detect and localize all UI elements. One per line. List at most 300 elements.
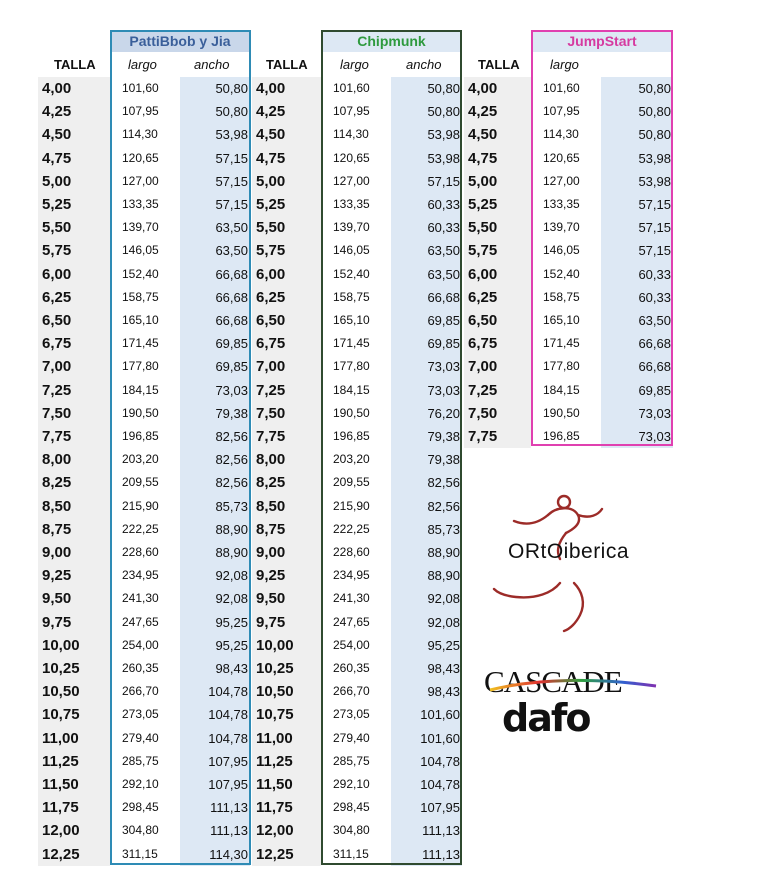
size-row	[464, 332, 673, 355]
size-cell: 11,00	[252, 727, 321, 750]
size-row	[38, 123, 250, 146]
talla-label: TALLA	[478, 57, 520, 72]
ancho-cell: 95,25	[180, 611, 250, 634]
largo-cell: 127,00	[543, 173, 580, 188]
ancho-cell: 50,80	[601, 100, 673, 123]
size-cell: 5,50	[252, 216, 321, 239]
largo-cell: 190,50	[543, 405, 580, 420]
largo-cell: 266,70	[333, 684, 370, 699]
ancho-cell: 50,80	[601, 77, 673, 100]
ancho-cell: 57,15	[391, 170, 462, 193]
largo-cell: 247,65	[333, 614, 370, 629]
size-row	[252, 703, 462, 726]
ancho-cell: 73,03	[391, 379, 462, 402]
size-cell: 6,00	[464, 263, 531, 286]
size-cell: 6,75	[252, 332, 321, 355]
size-cell: 9,25	[38, 564, 110, 587]
size-row	[252, 634, 462, 657]
size-row	[38, 170, 250, 193]
size-cell: 9,00	[38, 541, 110, 564]
ancho-cell: 79,38	[391, 448, 462, 471]
size-row	[252, 263, 462, 286]
largo-cell: 152,40	[122, 266, 159, 281]
size-row	[38, 518, 250, 541]
ancho-cell: 101,60	[391, 703, 462, 726]
size-row	[252, 355, 462, 378]
largo-cell: 127,00	[333, 173, 370, 188]
size-row	[464, 193, 673, 216]
largo-cell: 107,95	[543, 104, 580, 119]
size-row	[38, 587, 250, 610]
ancho-cell: 57,15	[601, 239, 673, 262]
size-row	[38, 402, 250, 425]
ancho-cell: 82,56	[391, 495, 462, 518]
ortoiberica-logo	[486, 485, 656, 635]
largo-cell: 165,10	[543, 313, 580, 327]
size-cell: 6,25	[252, 286, 321, 309]
largo-cell: 177,80	[543, 359, 580, 374]
size-table-pattibbob	[38, 30, 252, 865]
largo-cell: 285,75	[122, 753, 159, 768]
ancho-cell: 111,13	[391, 843, 462, 866]
largo-cell: 101,60	[543, 81, 580, 95]
size-cell: 8,50	[252, 495, 321, 518]
largo-cell: 241,30	[122, 591, 159, 606]
size-row	[38, 239, 250, 262]
largo-cell: 120,65	[122, 150, 159, 165]
size-row	[464, 100, 673, 123]
ancho-cell: 60,33	[391, 193, 462, 216]
size-row	[464, 216, 673, 239]
largo-cell: 158,75	[543, 289, 580, 304]
ancho-cell: 107,95	[391, 796, 462, 819]
size-row	[252, 611, 462, 634]
ancho-cell: 76,20	[391, 402, 462, 425]
size-row	[38, 332, 250, 355]
largo-cell: 234,95	[122, 568, 159, 583]
size-row	[38, 448, 250, 471]
size-row	[252, 657, 462, 680]
ancho-cell: 60,33	[601, 286, 673, 309]
size-cell: 10,50	[38, 680, 110, 703]
size-row	[464, 355, 673, 378]
size-cell: 4,00	[464, 77, 531, 100]
size-row	[252, 77, 462, 100]
largo-cell: 184,15	[333, 382, 370, 397]
size-cell: 9,50	[252, 587, 321, 610]
ancho-cell: 92,08	[180, 564, 250, 587]
largo-cell: 171,45	[543, 336, 580, 351]
largo-cell: 260,35	[333, 661, 370, 675]
largo-cell: 114,30	[333, 127, 369, 142]
ancho-cell: 53,98	[180, 123, 250, 146]
size-row	[38, 657, 250, 680]
largo-cell: 279,40	[122, 730, 159, 745]
size-row	[464, 425, 673, 448]
size-cell: 7,25	[464, 379, 531, 402]
ancho-cell: 60,33	[391, 216, 462, 239]
largo-label: largo	[340, 57, 369, 72]
largo-cell: 311,15	[333, 846, 369, 861]
ancho-cell: 57,15	[180, 193, 250, 216]
size-row	[38, 796, 250, 819]
size-row	[464, 147, 673, 170]
size-row	[252, 239, 462, 262]
ancho-cell: 50,80	[180, 77, 250, 100]
ortoiberica-wordmark: ORtOiberica	[508, 540, 630, 563]
size-cell: 6,75	[38, 332, 110, 355]
size-row	[38, 843, 250, 866]
largo-cell: 133,35	[333, 197, 370, 211]
size-cell: 9,75	[38, 611, 110, 634]
size-row	[464, 170, 673, 193]
largo-cell: 311,15	[122, 846, 158, 861]
size-cell: 4,75	[252, 147, 321, 170]
largo-cell: 190,50	[122, 405, 159, 420]
largo-cell: 285,75	[333, 753, 370, 768]
size-row	[464, 379, 673, 402]
size-row	[38, 263, 250, 286]
size-row	[252, 193, 462, 216]
ancho-cell: 50,80	[180, 100, 250, 123]
size-row	[38, 564, 250, 587]
talla-label: TALLA	[54, 57, 96, 72]
size-row	[464, 123, 673, 146]
size-row	[252, 100, 462, 123]
largo-cell: 196,85	[543, 429, 580, 443]
size-cell: 6,75	[464, 332, 531, 355]
size-row	[464, 77, 673, 100]
largo-cell: 273,05	[122, 707, 159, 722]
size-row	[252, 379, 462, 402]
largo-cell: 203,20	[122, 452, 159, 467]
size-cell: 9,50	[38, 587, 110, 610]
size-cell: 5,00	[38, 170, 110, 193]
ancho-cell: 82,56	[180, 448, 250, 471]
size-cell: 6,50	[464, 309, 531, 332]
size-cell: 12,00	[252, 819, 321, 842]
size-cell: 4,50	[38, 123, 110, 146]
ancho-cell: 66,68	[180, 309, 250, 332]
ancho-cell: 82,56	[391, 471, 462, 494]
size-row	[38, 309, 250, 332]
largo-cell: 139,70	[122, 220, 159, 235]
size-cell: 7,75	[38, 425, 110, 448]
ancho-cell: 95,25	[180, 634, 250, 657]
size-row	[464, 402, 673, 425]
size-row	[252, 425, 462, 448]
ancho-cell: 57,15	[601, 193, 673, 216]
ancho-cell: 98,43	[180, 657, 250, 680]
largo-cell: 165,10	[333, 313, 370, 327]
size-cell: 9,75	[252, 611, 321, 634]
ancho-cell: 57,15	[180, 147, 250, 170]
size-cell: 4,50	[252, 123, 321, 146]
largo-cell: 292,10	[333, 777, 370, 791]
ancho-cell: 63,50	[601, 309, 673, 332]
size-cell: 4,25	[464, 100, 531, 123]
largo-cell: 158,75	[122, 289, 159, 304]
size-cell: 9,00	[252, 541, 321, 564]
largo-cell: 146,05	[543, 243, 580, 258]
size-row	[252, 286, 462, 309]
ancho-cell: 111,13	[180, 796, 250, 819]
ancho-cell: 88,90	[391, 564, 462, 587]
largo-cell: 273,05	[333, 707, 370, 722]
size-row	[38, 77, 250, 100]
ancho-label: ancho	[194, 57, 230, 72]
ancho-cell: 57,15	[601, 216, 673, 239]
size-row	[252, 495, 462, 518]
size-row	[464, 239, 673, 262]
cascade-wordmark: CASCADE	[484, 664, 622, 699]
size-table-jumpstart	[464, 30, 676, 448]
size-row	[252, 750, 462, 773]
largo-cell: 184,15	[122, 382, 159, 397]
size-row	[252, 727, 462, 750]
largo-cell: 190,50	[333, 405, 370, 420]
largo-cell: 158,75	[333, 289, 370, 304]
size-cell: 10,00	[38, 634, 110, 657]
ancho-cell: 69,85	[391, 332, 462, 355]
largo-cell: 241,30	[333, 591, 370, 606]
largo-cell: 203,20	[333, 452, 370, 467]
brand-header-chipmunk: Chipmunk	[321, 30, 462, 52]
size-row	[252, 564, 462, 587]
largo-cell: 304,80	[122, 823, 159, 838]
size-row	[38, 819, 250, 842]
size-cell: 4,50	[464, 123, 531, 146]
largo-cell: 171,45	[333, 336, 370, 351]
ancho-cell: 63,50	[180, 239, 250, 262]
size-cell: 7,75	[464, 425, 531, 448]
largo-cell: 114,30	[543, 127, 579, 142]
ancho-cell: 73,03	[601, 425, 673, 448]
ancho-cell: 66,68	[391, 286, 462, 309]
size-cell: 6,50	[38, 309, 110, 332]
size-cell: 10,75	[38, 703, 110, 726]
ancho-cell: 60,33	[601, 263, 673, 286]
ancho-cell: 50,80	[601, 123, 673, 146]
ancho-cell: 104,78	[180, 680, 250, 703]
ancho-cell: 79,38	[180, 402, 250, 425]
largo-cell: 304,80	[333, 823, 370, 838]
ancho-cell: 107,95	[180, 750, 250, 773]
largo-cell: 184,15	[543, 382, 580, 397]
ancho-cell: 53,98	[601, 170, 673, 193]
cascade-dafo-logo	[484, 660, 659, 745]
ancho-cell: 53,98	[601, 147, 673, 170]
size-cell: 4,00	[252, 77, 321, 100]
largo-cell: 292,10	[122, 777, 159, 791]
ancho-cell: 92,08	[391, 611, 462, 634]
largo-cell: 266,70	[122, 684, 159, 699]
largo-cell: 209,55	[122, 475, 159, 490]
size-cell: 7,00	[252, 355, 321, 378]
ancho-cell: 101,60	[391, 727, 462, 750]
size-row	[252, 518, 462, 541]
largo-cell: 139,70	[543, 220, 580, 235]
largo-cell: 228,60	[122, 545, 159, 559]
ancho-cell: 111,13	[391, 819, 462, 842]
brand-header-pattibbob: PattiBbob y Jia	[110, 30, 250, 52]
size-cell: 7,25	[252, 379, 321, 402]
ancho-cell: 53,98	[391, 123, 462, 146]
size-cell: 4,00	[38, 77, 110, 100]
size-cell: 7,50	[464, 402, 531, 425]
largo-cell: 165,10	[122, 313, 159, 327]
largo-cell: 152,40	[543, 266, 580, 281]
size-row	[252, 680, 462, 703]
size-cell: 10,25	[38, 657, 110, 680]
size-cell: 7,00	[464, 355, 531, 378]
ancho-cell: 88,90	[180, 541, 250, 564]
ancho-cell: 79,38	[391, 425, 462, 448]
largo-cell: 228,60	[333, 545, 370, 559]
size-row	[38, 541, 250, 564]
largo-cell: 222,25	[122, 521, 159, 536]
largo-cell: 215,90	[122, 498, 159, 513]
ancho-cell: 88,90	[391, 541, 462, 564]
largo-cell: 298,45	[333, 800, 370, 815]
largo-cell: 146,05	[122, 243, 159, 258]
largo-label: largo	[550, 57, 579, 72]
ancho-cell: 63,50	[180, 216, 250, 239]
size-cell: 11,75	[252, 796, 321, 819]
ancho-cell: 104,78	[180, 727, 250, 750]
ancho-cell: 66,68	[180, 263, 250, 286]
ancho-cell: 82,56	[180, 471, 250, 494]
size-row	[252, 843, 462, 866]
largo-cell: 101,60	[333, 81, 370, 95]
swoosh-icon	[488, 676, 658, 696]
size-row	[252, 541, 462, 564]
size-row	[38, 703, 250, 726]
largo-cell: 177,80	[333, 359, 370, 374]
largo-cell: 298,45	[122, 800, 159, 815]
size-row	[38, 680, 250, 703]
size-cell: 5,50	[464, 216, 531, 239]
largo-cell: 139,70	[333, 220, 370, 235]
dafo-wordmark: dafo	[502, 696, 590, 740]
ancho-cell: 66,68	[601, 332, 673, 355]
largo-cell: 196,85	[333, 429, 370, 443]
ancho-cell: 114,30	[180, 843, 250, 866]
size-cell: 11,25	[252, 750, 321, 773]
ancho-cell: 85,73	[180, 495, 250, 518]
size-cell: 4,25	[38, 100, 110, 123]
size-row	[464, 263, 673, 286]
largo-cell: 127,00	[122, 173, 159, 188]
size-cell: 5,75	[38, 239, 110, 262]
largo-cell: 234,95	[333, 568, 370, 583]
ancho-cell: 92,08	[180, 587, 250, 610]
largo-cell: 101,60	[122, 81, 159, 95]
size-cell: 6,00	[38, 263, 110, 286]
size-cell: 5,25	[38, 193, 110, 216]
ancho-cell: 98,43	[391, 680, 462, 703]
largo-cell: 107,95	[333, 104, 370, 119]
size-cell: 8,75	[38, 518, 110, 541]
size-cell: 5,25	[252, 193, 321, 216]
size-cell: 4,25	[252, 100, 321, 123]
ancho-cell: 92,08	[391, 587, 462, 610]
size-row	[252, 170, 462, 193]
largo-cell: 247,65	[122, 614, 159, 629]
size-cell: 5,75	[252, 239, 321, 262]
size-cell: 5,75	[464, 239, 531, 262]
largo-cell: 196,85	[122, 429, 159, 443]
talla-label: TALLA	[266, 57, 308, 72]
largo-cell: 120,65	[543, 150, 580, 165]
largo-cell: 107,95	[122, 104, 159, 119]
size-row	[252, 309, 462, 332]
size-row	[38, 100, 250, 123]
ancho-cell: 88,90	[180, 518, 250, 541]
size-cell: 10,50	[252, 680, 321, 703]
size-row	[38, 750, 250, 773]
size-cell: 11,25	[38, 750, 110, 773]
largo-cell: 177,80	[122, 359, 159, 374]
largo-cell: 254,00	[122, 637, 159, 652]
size-row	[252, 587, 462, 610]
ancho-cell: 104,78	[391, 750, 462, 773]
ancho-cell: 85,73	[391, 518, 462, 541]
size-cell: 10,75	[252, 703, 321, 726]
ancho-cell: 104,78	[180, 703, 250, 726]
ancho-cell: 73,03	[391, 355, 462, 378]
size-cell: 7,50	[38, 402, 110, 425]
largo-cell: 279,40	[333, 730, 370, 745]
size-cell: 10,00	[252, 634, 321, 657]
size-row	[38, 773, 250, 796]
size-row	[252, 448, 462, 471]
ancho-label: ancho	[406, 57, 442, 72]
ancho-cell: 69,85	[391, 309, 462, 332]
largo-cell: 133,35	[543, 197, 580, 211]
size-cell: 5,00	[464, 170, 531, 193]
ancho-cell: 63,50	[391, 239, 462, 262]
size-cell: 10,25	[252, 657, 321, 680]
largo-cell: 222,25	[333, 521, 370, 536]
largo-cell: 133,35	[122, 197, 159, 211]
size-cell: 5,50	[38, 216, 110, 239]
size-cell: 8,75	[252, 518, 321, 541]
size-row	[38, 355, 250, 378]
size-cell: 8,00	[38, 448, 110, 471]
size-cell: 11,00	[38, 727, 110, 750]
size-cell: 11,75	[38, 796, 110, 819]
ancho-cell: 107,95	[180, 773, 250, 796]
ancho-cell: 63,50	[391, 263, 462, 286]
size-table-chipmunk	[252, 30, 464, 865]
size-cell: 6,25	[38, 286, 110, 309]
largo-cell: 152,40	[333, 266, 370, 281]
ancho-cell: 69,85	[180, 332, 250, 355]
ancho-cell: 66,68	[180, 286, 250, 309]
size-cell: 8,25	[252, 471, 321, 494]
ancho-cell: 57,15	[180, 170, 250, 193]
ancho-cell: 69,85	[601, 379, 673, 402]
ancho-cell: 66,68	[601, 355, 673, 378]
size-row	[38, 286, 250, 309]
brand-header-jumpstart: JumpStart	[531, 30, 673, 52]
size-cell: 8,00	[252, 448, 321, 471]
largo-cell: 146,05	[333, 243, 370, 258]
size-cell: 4,75	[38, 147, 110, 170]
largo-label: largo	[128, 57, 157, 72]
largo-cell: 215,90	[333, 498, 370, 513]
